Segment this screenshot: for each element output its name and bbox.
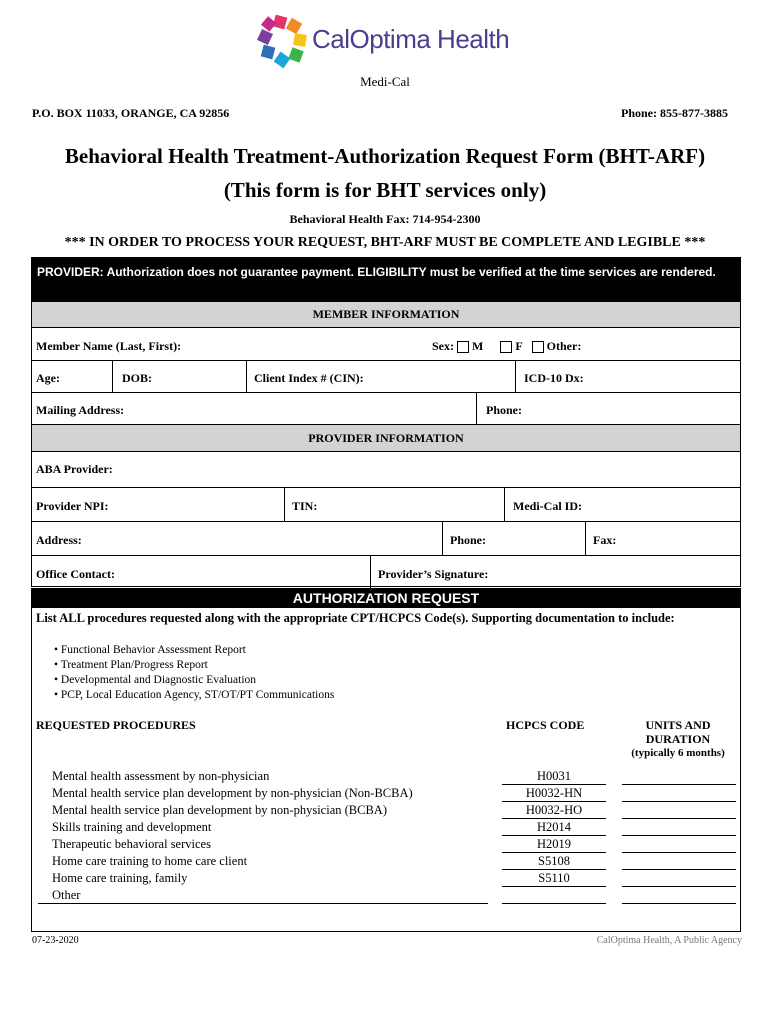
- procedure-name: Mental health service plan development by non-physician (BCBA): [52, 803, 387, 817]
- code-line: [502, 818, 606, 819]
- provider-address-label: Address:: [36, 533, 82, 547]
- medi-cal-id-label: Medi-Cal ID:: [513, 499, 582, 513]
- aba-provider-label: ABA Provider:: [36, 462, 113, 476]
- col-units-line-3: (typically 6 months): [631, 747, 725, 759]
- sex-m-checkbox[interactable]: [457, 341, 469, 353]
- provider-phone-label: Phone:: [450, 533, 486, 547]
- mailing-address-label: Mailing Address:: [36, 403, 125, 417]
- procedure-name: Therapeutic behavioral services: [52, 837, 211, 851]
- code-line: [502, 852, 606, 853]
- procedure-name: Home care training to home care client: [52, 854, 248, 868]
- provider-row-4: [32, 555, 740, 588]
- col-units-line-1: UNITS AND: [645, 718, 711, 732]
- agency-footer: CalOptima Health, A Public Agency: [596, 935, 742, 946]
- units-field[interactable]: [622, 801, 736, 802]
- member-phone-label: Phone:: [486, 403, 522, 417]
- units-field[interactable]: [622, 835, 736, 836]
- sex-m-label: M: [472, 339, 484, 353]
- sex-other-label: Other:: [546, 339, 582, 353]
- units-field[interactable]: [622, 818, 736, 819]
- age-label: Age:: [36, 371, 60, 385]
- code-line: [502, 835, 606, 836]
- hcpcs-code: H0032-HN: [525, 786, 583, 800]
- mailing-address: P.O. BOX 11033, ORANGE, CA 92856: [32, 106, 230, 120]
- cin-label: Client Index # (CIN):: [254, 371, 364, 385]
- procedure-name: Skills training and development: [52, 820, 212, 834]
- office-contact-label: Office Contact:: [36, 567, 115, 581]
- provider-signature-label: Provider’s Signature:: [378, 567, 489, 581]
- col-units-duration: [620, 718, 736, 760]
- revision-date: 07-23-2020: [32, 935, 79, 946]
- sex-field: [432, 339, 581, 354]
- provider-section-heading: PROVIDER INFORMATION: [32, 424, 740, 452]
- doc-item: • Developmental and Diagnostic Evaluation: [54, 674, 257, 686]
- dob-label: DOB:: [122, 371, 152, 385]
- procedure-name: Other: [52, 888, 81, 902]
- provider-row-2: [32, 487, 740, 521]
- member-section-heading: MEMBER INFORMATION: [32, 302, 740, 328]
- tin-label: TIN:: [292, 499, 318, 513]
- sex-other-checkbox[interactable]: [532, 341, 544, 353]
- col-hcpcs-code: HCPCS CODE: [506, 718, 585, 732]
- supporting-docs-list: [54, 643, 334, 703]
- doc-item: • Treatment Plan/Progress Report: [54, 659, 208, 671]
- hcpcs-code: H0031: [536, 769, 572, 783]
- code-line: [502, 801, 606, 802]
- provider-fax-label: Fax:: [593, 533, 617, 547]
- authorization-heading: AUTHORIZATION REQUEST: [32, 588, 740, 608]
- logo-mark-icon: [256, 14, 312, 70]
- other-procedure-field[interactable]: [38, 903, 488, 904]
- logo: [256, 14, 312, 70]
- hcpcs-code: H2014: [536, 820, 572, 834]
- authorization-instructions: List ALL procedures requested along with the appropriate CPT/HCPCS Code(s). Supporting documentation to include:: [36, 611, 675, 625]
- notice: *** IN ORDER TO PROCESS YOUR REQUEST, BHT-ARF MUST BE COMPLETE AND LEGIBLE ***: [64, 235, 706, 250]
- col-requested-procedures: REQUESTED PROCEDURES: [36, 718, 196, 732]
- member-name-label: Member Name (Last, First):: [36, 339, 182, 353]
- other-code-field[interactable]: [502, 903, 606, 904]
- sex-f-label: F: [515, 339, 523, 353]
- hcpcs-code: H0032-HO: [525, 803, 583, 817]
- contact-phone: Phone: 855-877-3885: [621, 106, 728, 120]
- procedure-name: Home care training, family: [52, 871, 188, 885]
- info-table: [31, 301, 741, 587]
- hcpcs-code: S5108: [538, 854, 570, 868]
- provider-banner: PROVIDER: Authorization does not guarantee payment. ELIGIBILITY must be verified at the time services are rendered.: [31, 257, 741, 301]
- units-field[interactable]: [622, 903, 736, 904]
- member-row-2: [32, 360, 740, 392]
- code-line: [502, 869, 606, 870]
- form-title: Behavioral Health Treatment-Authorization Request Form (BHT-ARF): [64, 144, 706, 168]
- code-line: [502, 784, 606, 785]
- code-line: [502, 886, 606, 887]
- units-field[interactable]: [622, 852, 736, 853]
- hcpcs-code: H2019: [536, 837, 572, 851]
- fax-number: Behavioral Health Fax: 714-954-2300: [289, 212, 481, 226]
- logo-text: CalOptima Health: [312, 24, 510, 54]
- procedure-name: Mental health service plan development by non-physician (Non-BCBA): [52, 786, 413, 800]
- form-subtitle: (This form is for BHT services only): [223, 178, 547, 202]
- provider-row-3: [32, 521, 740, 555]
- icd-label: ICD-10 Dx:: [524, 371, 584, 385]
- col-units-line-2: DURATION: [645, 732, 711, 746]
- doc-item: • Functional Behavior Assessment Report: [54, 644, 246, 656]
- sex-label: Sex:: [432, 339, 454, 353]
- units-field[interactable]: [622, 886, 736, 887]
- units-field[interactable]: [622, 784, 736, 785]
- units-field[interactable]: [622, 869, 736, 870]
- hcpcs-code: S5110: [538, 871, 570, 885]
- sex-f-checkbox[interactable]: [500, 341, 512, 353]
- procedure-name: Mental health assessment by non-physician: [52, 769, 270, 783]
- program-name: Medi-Cal: [360, 74, 410, 89]
- member-row-3: [32, 392, 740, 424]
- npi-label: Provider NPI:: [36, 499, 109, 513]
- doc-item: • PCP, Local Education Agency, ST/OT/PT Communications: [54, 689, 335, 701]
